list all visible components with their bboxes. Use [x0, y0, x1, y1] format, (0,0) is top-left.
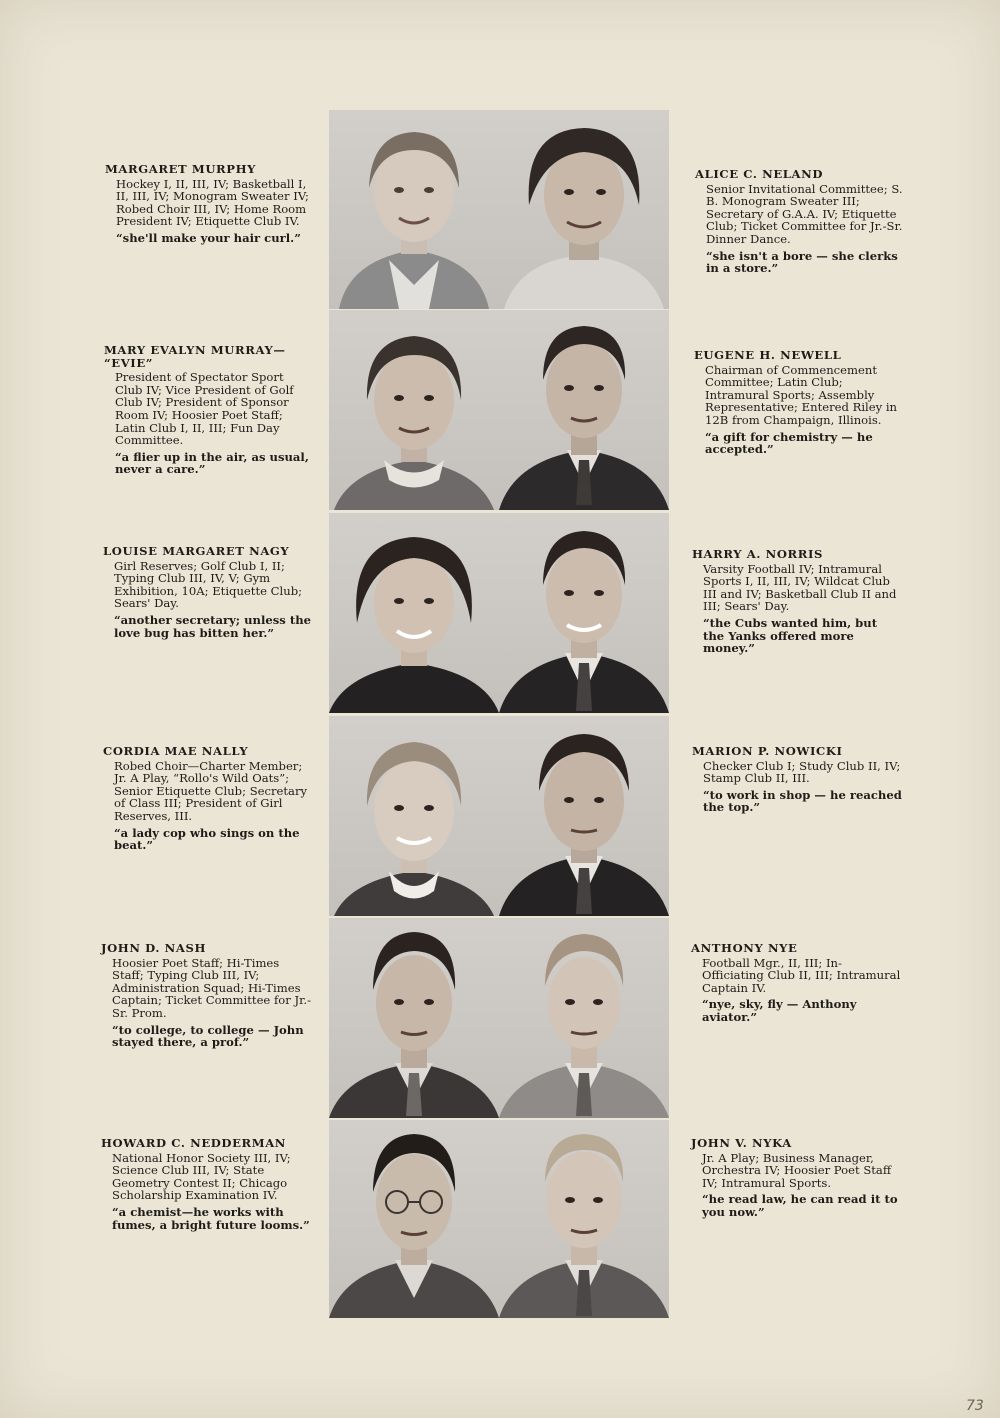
- student-quote: “a flier up in the air, as usual, never a care.”: [115, 449, 309, 477]
- student-name: ANTHONY NYE: [691, 941, 798, 955]
- bio-alice-c-neland: [695, 168, 905, 275]
- portrait-photo-harry-a-norris: [499, 513, 669, 713]
- bio-louise-margaret-nagy: [103, 545, 313, 639]
- portrait-photo-john-v-nyka: [499, 1120, 669, 1318]
- bio-eugene-h-newell: [694, 349, 904, 456]
- student-name: MARGARET MURPHY: [105, 162, 257, 176]
- page-number: 73: [966, 1398, 984, 1414]
- bio-john-d-nash: [101, 942, 311, 1049]
- bio-margaret-murphy: [105, 163, 315, 245]
- student-activities: Girl Reserves; Golf Club I, II; Typing Club III, IV, V; Gym Exhibition, 10A; Etiquette Club; Sears' Day.: [114, 558, 303, 611]
- student-activities: National Honor Society III, IV; Science Club III, IV; State Geometry Contest II; Chicago Scholarship Examination IV.: [112, 1150, 291, 1203]
- student-name: ALICE C. NELAND: [695, 167, 823, 181]
- portrait-photo-howard-c-nedderman: [329, 1120, 499, 1318]
- portrait-photo-anthony-nye: [499, 918, 669, 1118]
- student-name: MARY EVALYN MURRAY— “EVIE”: [104, 343, 286, 370]
- student-activities: Checker Club I; Study Club II, IV; Stamp Club II, III.: [703, 758, 901, 786]
- bio-mary-evalyn-murray: [104, 344, 314, 476]
- student-activities: Football Mgr., II, III; In-Officiating Club II, III; Intramural Captain IV.: [702, 955, 901, 995]
- student-activities: Senior Invitational Committee; S. B. Monogram Sweater III; Secretary of G.A.A. IV; Etiquette Club; Ticket Committee for Jr.-Sr. Dinner Dance.: [706, 181, 903, 246]
- student-quote: “to work in shop — he reached the top.”: [703, 787, 902, 815]
- student-activities: Chairman of Commencement Committee; Latin Club; Intramural Sports; Assembly Representative; Entered Riley in 12B from Champaign, Illinois.: [705, 362, 898, 427]
- student-name: EUGENE H. NEWELL: [694, 348, 842, 362]
- portrait-photo-marion-p-nowicki: [499, 716, 669, 916]
- student-activities: Robed Choir—Charter Member; Jr. A Play, “Rollo's Wild Oats”; Senior Etiquette Club; Secretary of Class III; President of Girl Reserves, III.: [114, 758, 308, 823]
- student-quote: “nye, sky, fly — Anthony aviator.”: [702, 997, 857, 1024]
- student-quote: “the Cubs wanted him, but the Yanks offered more money.”: [703, 615, 878, 656]
- bio-harry-a-norris: [692, 548, 902, 655]
- student-quote: “a gift for chemistry — he accepted.”: [705, 429, 873, 457]
- bio-cordia-mae-nally: [103, 745, 313, 852]
- student-name: HOWARD C. NEDDERMAN: [101, 1136, 286, 1150]
- bio-anthony-nye: [691, 942, 901, 1024]
- student-name: CORDIA MAE NALLY: [103, 744, 249, 758]
- student-quote: “a chemist—he works with fumes, a bright future looms.”: [112, 1204, 310, 1232]
- portrait-photo-margaret-murphy: [329, 110, 499, 309]
- student-activities: President of Spectator Sport Club IV; Vice President of Golf Club IV; President of Sponsor Room IV; Hoosier Poet Staff; Latin Club I, II, III; Fun Day Committee.: [115, 370, 294, 448]
- student-activities: Jr. A Play; Business Manager, Orchestra IV; Hoosier Poet Staff IV; Intramural Sports.: [702, 1150, 892, 1190]
- portrait-photo-eugene-h-newell: [499, 310, 669, 510]
- portrait-photo-john-d-nash: [329, 918, 499, 1118]
- student-activities: Varsity Football IV; Intramural Sports I, II, III, IV; Wildcat Club III and IV; Basketball Club II and III; Sears' Day.: [703, 561, 897, 614]
- student-activities: Hockey I, II, III, IV; Basketball I, II, III, IV; Monogram Sweater IV; Robed Choir III, IV; Home Room President IV; Etiquette Club IV.: [116, 176, 309, 229]
- student-quote: “to college, to college — John stayed there, a prof.”: [112, 1022, 304, 1050]
- student-quote: “he read law, he can read it to you now.”: [702, 1192, 898, 1219]
- student-quote: “another secretary; unless the love bug has bitten her.”: [114, 612, 312, 640]
- bio-howard-c-nedderman: [101, 1137, 311, 1231]
- portrait-photo-alice-c-neland: [499, 110, 669, 309]
- bio-john-v-nyka: [691, 1137, 901, 1219]
- student-quote: “a lady cop who sings on the beat.”: [114, 825, 300, 853]
- student-name: HARRY A. NORRIS: [692, 547, 824, 561]
- student-activities: Hoosier Poet Staff; Hi-Times Staff; Typing Club III, IV; Administration Squad; Hi-Times Captain; Ticket Committee for Jr.-Sr. Prom.: [112, 955, 311, 1020]
- student-quote: “she isn't a bore — she clerks in a store.”: [706, 248, 898, 276]
- student-name: JOHN D. NASH: [101, 941, 207, 955]
- student-quote: “she'll make your hair curl.”: [116, 230, 301, 245]
- portrait-photo-louise-margaret-nagy: [329, 513, 499, 713]
- student-name: MARION P. NOWICKI: [692, 744, 843, 758]
- bio-marion-p-nowicki: [692, 745, 902, 814]
- portrait-photo-cordia-mae-nally: [329, 716, 499, 916]
- student-name: LOUISE MARGARET NAGY: [103, 544, 290, 558]
- portrait-photo-mary-evalyn-murray: [329, 310, 499, 510]
- student-name: JOHN V. NYKA: [691, 1136, 792, 1150]
